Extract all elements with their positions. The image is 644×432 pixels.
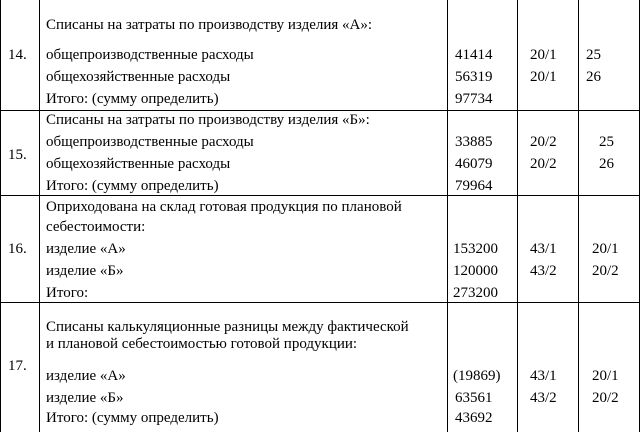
- operation-text: изделие «А»: [46, 241, 126, 257]
- row-number: 16.: [8, 241, 27, 257]
- operation-text: изделие «Б»: [46, 263, 124, 279]
- amount-cell: 97734: [455, 91, 493, 107]
- row-border-15-bottom: [0, 195, 640, 196]
- credit-cell: 20/2: [592, 390, 619, 406]
- operation-text: Итого: (сумму определить): [46, 178, 219, 194]
- operation-text: общепроизводственные расходы: [46, 47, 254, 63]
- amount-cell: 79964: [455, 178, 493, 194]
- col-border-text: [447, 0, 448, 432]
- operation-text: Оприходована на склад готовая продукция по плановой: [46, 199, 402, 215]
- debit-cell: 43/1: [530, 241, 557, 257]
- amount-cell: 63561: [455, 390, 493, 406]
- operation-text: и плановой себестоимостью готовой продукции:: [46, 336, 358, 352]
- operation-text: изделие «Б»: [46, 390, 124, 406]
- row-border-16-bottom: [0, 302, 640, 303]
- amount-cell: 153200: [453, 241, 498, 257]
- amount-cell: 43692: [455, 410, 493, 426]
- amount-cell: 41414: [455, 47, 493, 63]
- row-number: 14.: [8, 47, 27, 63]
- row-number: 15.: [8, 147, 27, 163]
- row-number: 17.: [8, 358, 27, 374]
- col-border-right: [639, 0, 640, 432]
- col-border-amount: [517, 0, 518, 432]
- credit-cell: 25: [586, 47, 601, 63]
- operation-text: Итого:: [46, 285, 89, 301]
- debit-cell: 20/2: [530, 156, 557, 172]
- operation-text: общепроизводственные расходы: [46, 134, 254, 150]
- operation-text: Списаны на затраты по производству изделия «А»:: [46, 17, 373, 33]
- debit-cell: 20/1: [530, 69, 557, 85]
- amount-cell: 273200: [453, 285, 498, 301]
- debit-cell: 20/2: [530, 134, 557, 150]
- credit-cell: 26: [599, 156, 614, 172]
- amount-cell: 120000: [453, 263, 498, 279]
- credit-cell: 20/1: [592, 368, 619, 384]
- credit-cell: 20/1: [592, 241, 619, 257]
- debit-cell: 43/2: [530, 390, 557, 406]
- operation-text: общехозяйственные расходы: [46, 156, 231, 172]
- amount-cell: 56319: [455, 69, 493, 85]
- debit-cell: 43/2: [530, 263, 557, 279]
- amount-cell: (19869): [453, 368, 501, 384]
- operation-text: Списаны на затраты по производству изделия «Б»:: [46, 112, 370, 128]
- operation-text: общехозяйственные расходы: [46, 69, 231, 85]
- debit-cell: 20/1: [530, 47, 557, 63]
- operation-text: Итого: (сумму определить): [46, 410, 219, 426]
- operation-text: изделие «А»: [46, 368, 126, 384]
- amount-cell: 33885: [455, 134, 493, 150]
- col-border-no: [39, 0, 40, 432]
- col-border-left: [0, 0, 1, 432]
- operation-text: Итого: (сумму определить): [46, 91, 219, 107]
- credit-cell: 20/2: [592, 263, 619, 279]
- operation-text: себестоимости:: [46, 219, 146, 235]
- operation-text: Списаны калькуляционные разницы между фактической: [46, 319, 409, 335]
- credit-cell: 25: [599, 134, 614, 150]
- col-border-debit: [578, 0, 579, 432]
- debit-cell: 43/1: [530, 368, 557, 384]
- credit-cell: 26: [586, 69, 601, 85]
- amount-cell: 46079: [455, 156, 493, 172]
